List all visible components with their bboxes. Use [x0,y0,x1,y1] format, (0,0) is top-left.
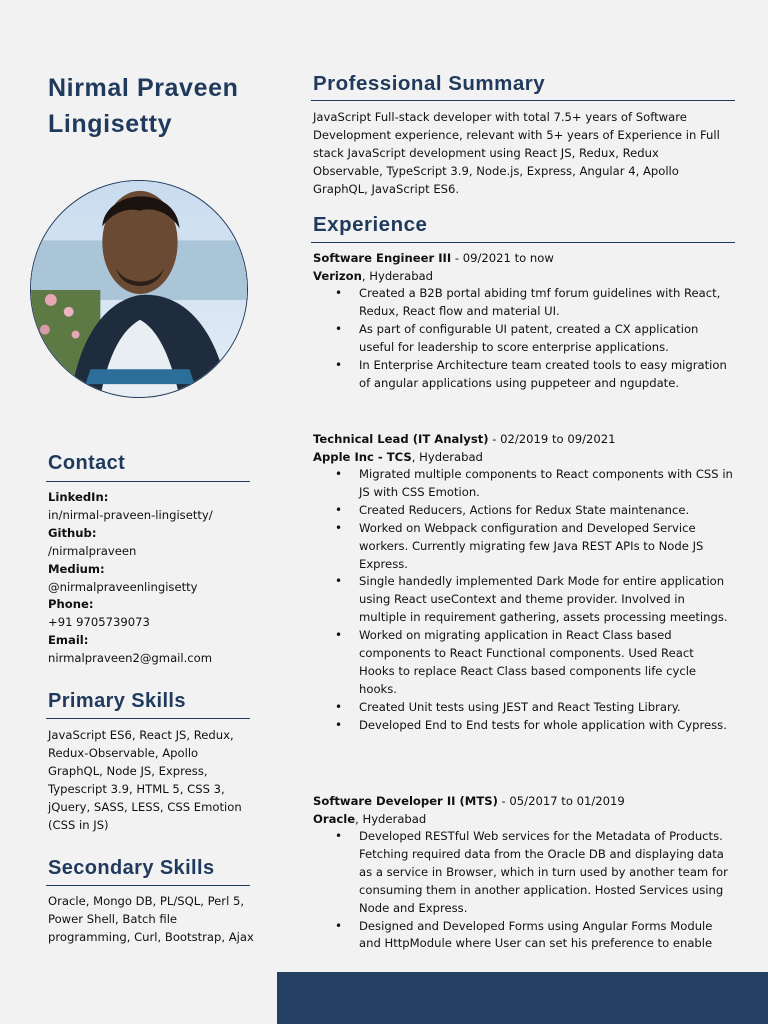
job-location: , Hyderabad [361,269,434,283]
job-dates: - 02/2019 to 09/2021 [488,432,616,446]
linkedin-value[interactable]: in/nirmal-praveen-lingisetty/ [48,507,213,522]
job-location: , Hyderabad [411,450,483,464]
primary-skills-text: JavaScript ES6, React JS, Redux, Redux-Observable, Apollo GraphQL, Node JS, Express, Typescript 3.9, HTML 5, CSS 3, jQuery, SASS, LESS, CSS Emotion (CSS in JS) [48,728,242,832]
job-company: Oracle [313,812,356,826]
secondary-skills-heading: Secondary Skills [48,857,215,879]
job-company-line [313,269,433,283]
profile-photo [30,180,248,398]
job-bullet: • Worked on Webpack configuration and Developed Service workers. Currently migrating few Java REST APIs to Node JS Express. [313,520,733,574]
contact-divider [46,481,250,482]
job-company: Apple Inc - TCS [313,450,412,464]
job-bullets [313,466,733,735]
github-value[interactable]: /nirmalpraveen [48,543,137,558]
summary-heading: Professional Summary [313,72,546,95]
job-title-line [313,249,733,267]
contact-heading: Contact [48,452,126,474]
job-dates: - 09/2021 to now [451,251,554,265]
email-value[interactable]: nirmalpraveen2@gmail.com [48,651,213,666]
job-company-line [313,812,426,826]
phone-label: Phone: [48,597,94,612]
secondary-skills-text: Oracle, Mongo DB, PL/SQL, Perl 5, Power Shell, Batch file programming, Curl, Bootstrap, Ajax [48,894,254,944]
job-entry [313,430,733,735]
experience-heading: Experience [313,213,428,236]
job-bullet: • Created Unit tests using JEST and React Testing Library. [313,699,733,717]
job-location: , Hyderabad [355,812,427,826]
job-bullet: • Developed End to End tests for whole application with Cypress. [313,717,733,735]
job-company-line [313,450,483,464]
job-bullet: • Worked on migrating application in React Class based components to React Functional components. Used React Hooks to replace React Class based components life cycle hooks. [313,627,733,699]
job-bullet: • Created Reducers, Actions for Redux State maintenance. [313,502,733,520]
secondary-skills-divider [46,885,250,886]
job-bullet: • Single handedly implemented Dark Mode for entire application using React useContext and theme provider. Involved in multiple in requirement gathering, assets processing meetings. [313,573,733,627]
job-title-line [313,792,733,810]
job-bullet: • Designed and Developed Forms using Angular Forms Module and HttpModule where User can set his preference to enable [313,918,733,954]
job-bullets [313,828,733,953]
medium-value[interactable]: @nirmalpraveenlingisetty [48,579,198,594]
medium-label: Medium: [48,561,105,576]
footer-bar [277,972,768,1024]
github-label: Github: [48,525,97,540]
candidate-name: Nirmal Praveen Lingisetty [48,74,239,138]
job-entry [313,249,733,392]
job-bullet: • In Enterprise Architecture team created tools to easy migration of angular applications using puppeteer and ngupdate. [313,357,733,393]
linkedin-label: LinkedIn: [48,490,109,504]
experience-divider [311,242,735,243]
job-entry [313,792,733,953]
job-title: Software Developer II (MTS) [313,794,498,808]
phone-value: +91 9705739073 [48,615,150,630]
primary-skills-heading: Primary Skills [48,690,186,712]
contact-list [48,489,256,668]
summary-divider [311,100,735,101]
primary-skills-divider [46,718,250,719]
job-company: Verizon [313,269,362,283]
job-bullet: • Developed RESTful Web services for the Metadata of Products. Fetching required data from the Oracle DB and displaying data as a service in Browser, which in turn used by another team for consuming them in another application. Hosted Services using Node and Express. [313,828,733,918]
job-bullet: • Created a B2B portal abiding tmf forum guidelines with React, Redux, React flow and material UI. [313,285,733,321]
job-bullet: • Migrated multiple components to React components with CSS in JS with CSS Emotion. [313,466,733,502]
job-bullet: • As part of configurable UI patent, created a CX application useful for leadership to score enterprise applications. [313,321,733,357]
job-title: Software Engineer III [313,251,452,265]
job-dates: - 05/2017 to 01/2019 [497,794,625,808]
job-bullets [313,285,733,392]
email-label: Email: [48,633,89,648]
job-title-line [313,430,733,448]
summary-text: JavaScript Full-stack developer with total 7.5+ years of Software Development experience, relevant with 5+ years of Experience in Full stack JavaScript development using React JS, Redux, Redux Observable, TypeScript 3.9, Node.js, Express, Angular 4, Apollo GraphQL, JavaScript ES6. [313,110,720,196]
job-title: Technical Lead (IT Analyst) [313,432,489,446]
